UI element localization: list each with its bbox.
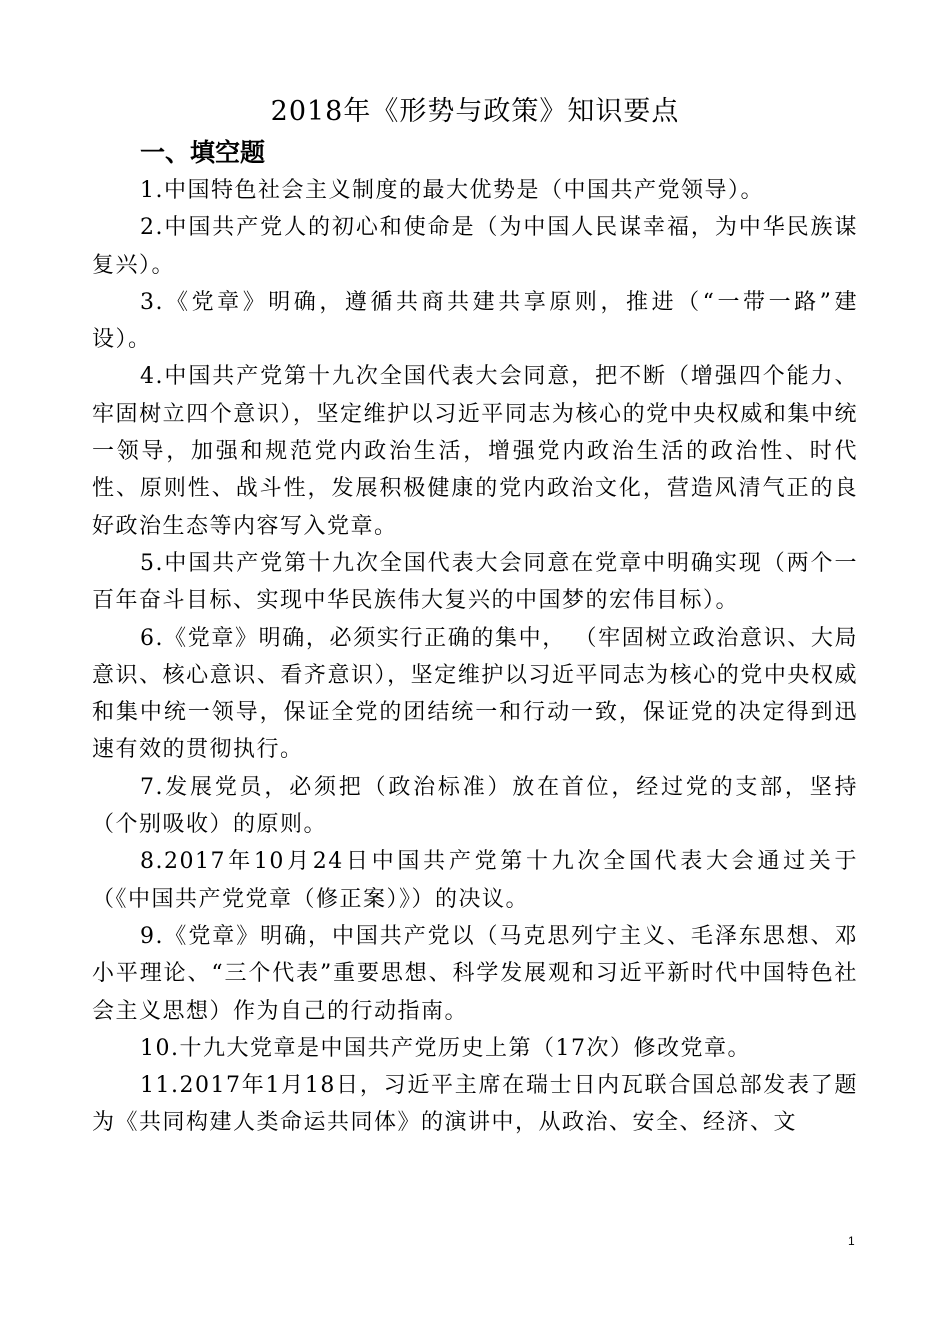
paragraph-3: 3.《党章》明确，遵循共商共建共享原则，推进（“一带一路”建设）。 (92, 289, 858, 353)
section-heading: 一、填空题 (140, 138, 266, 167)
paragraph-10: 10.十九大党章是中国共产党历史上第（17次）修改党章。 (140, 1035, 751, 1061)
paragraph-9: 9.《党章》明确，中国共产党以（马克思列宁主义、毛泽东思想、邓小平理论、“三个代表”重要思想、科学发展观和习近平新时代中国特色社会主义思想）作为自己的行动指南。 (92, 923, 858, 1024)
page-number: 1 (848, 1234, 855, 1248)
paragraph-11: 11.2017年1月18日，习近平主席在瑞士日内瓦联合国总部发表了题为《共同构建人类命运共同体》的演讲中，从政治、安全、经济、文 (92, 1073, 858, 1136)
paragraph-1: 1.中国特色社会主义制度的最大优势是（中国共产党领导）。 (140, 178, 764, 203)
paragraph-6: 6.《党章》明确，必须实行正确的集中， （牢固树立政治意识、大局意识、核心意识、看齐意识），坚定维护以习近平同志为核心的党中央权威和集中统一领导，保证全党的团结统一和行动一致，保证党的决定得到迅速有效的贯彻执行。 (92, 625, 858, 763)
paragraph-7: 7.发展党员，必须把（政治标准）放在首位，经过党的支部，坚持（个别吸收）的原则。 (92, 774, 858, 838)
document-title: 2018年《形势与政策》知识要点 (270, 96, 680, 127)
paragraph-5: 5.中国共产党第十九次全国代表大会同意在党章中明确实现（两个一百年奋斗目标、实现中华民族伟大复兴的中国梦的宏伟目标）。 (92, 550, 858, 614)
paragraph-2: 2.中国共产党人的初心和使命是（为中国人民谋幸福，为中华民族谋复兴）。 (92, 215, 858, 278)
paragraph-4: 4.中国共产党第十九次全国代表大会同意，把不断（增强四个能力、牢固树立四个意识），坚定维护以习近平同志为核心的党中央权威和集中统一领导，加强和规范党内政治生活，增强党内政治生活的政治性、时代性、原则性、战斗性，发展积极健康的党内政治文化，营造风清气正的良好政治生态等内容写入党章。 (92, 364, 858, 539)
document-body (92, 172, 858, 1142)
paragraph-8: 8.2017年10月24日中国共产党第十九次全国代表大会通过关于（《中国共产党党章（修正案）》）的决议。 (92, 849, 858, 912)
